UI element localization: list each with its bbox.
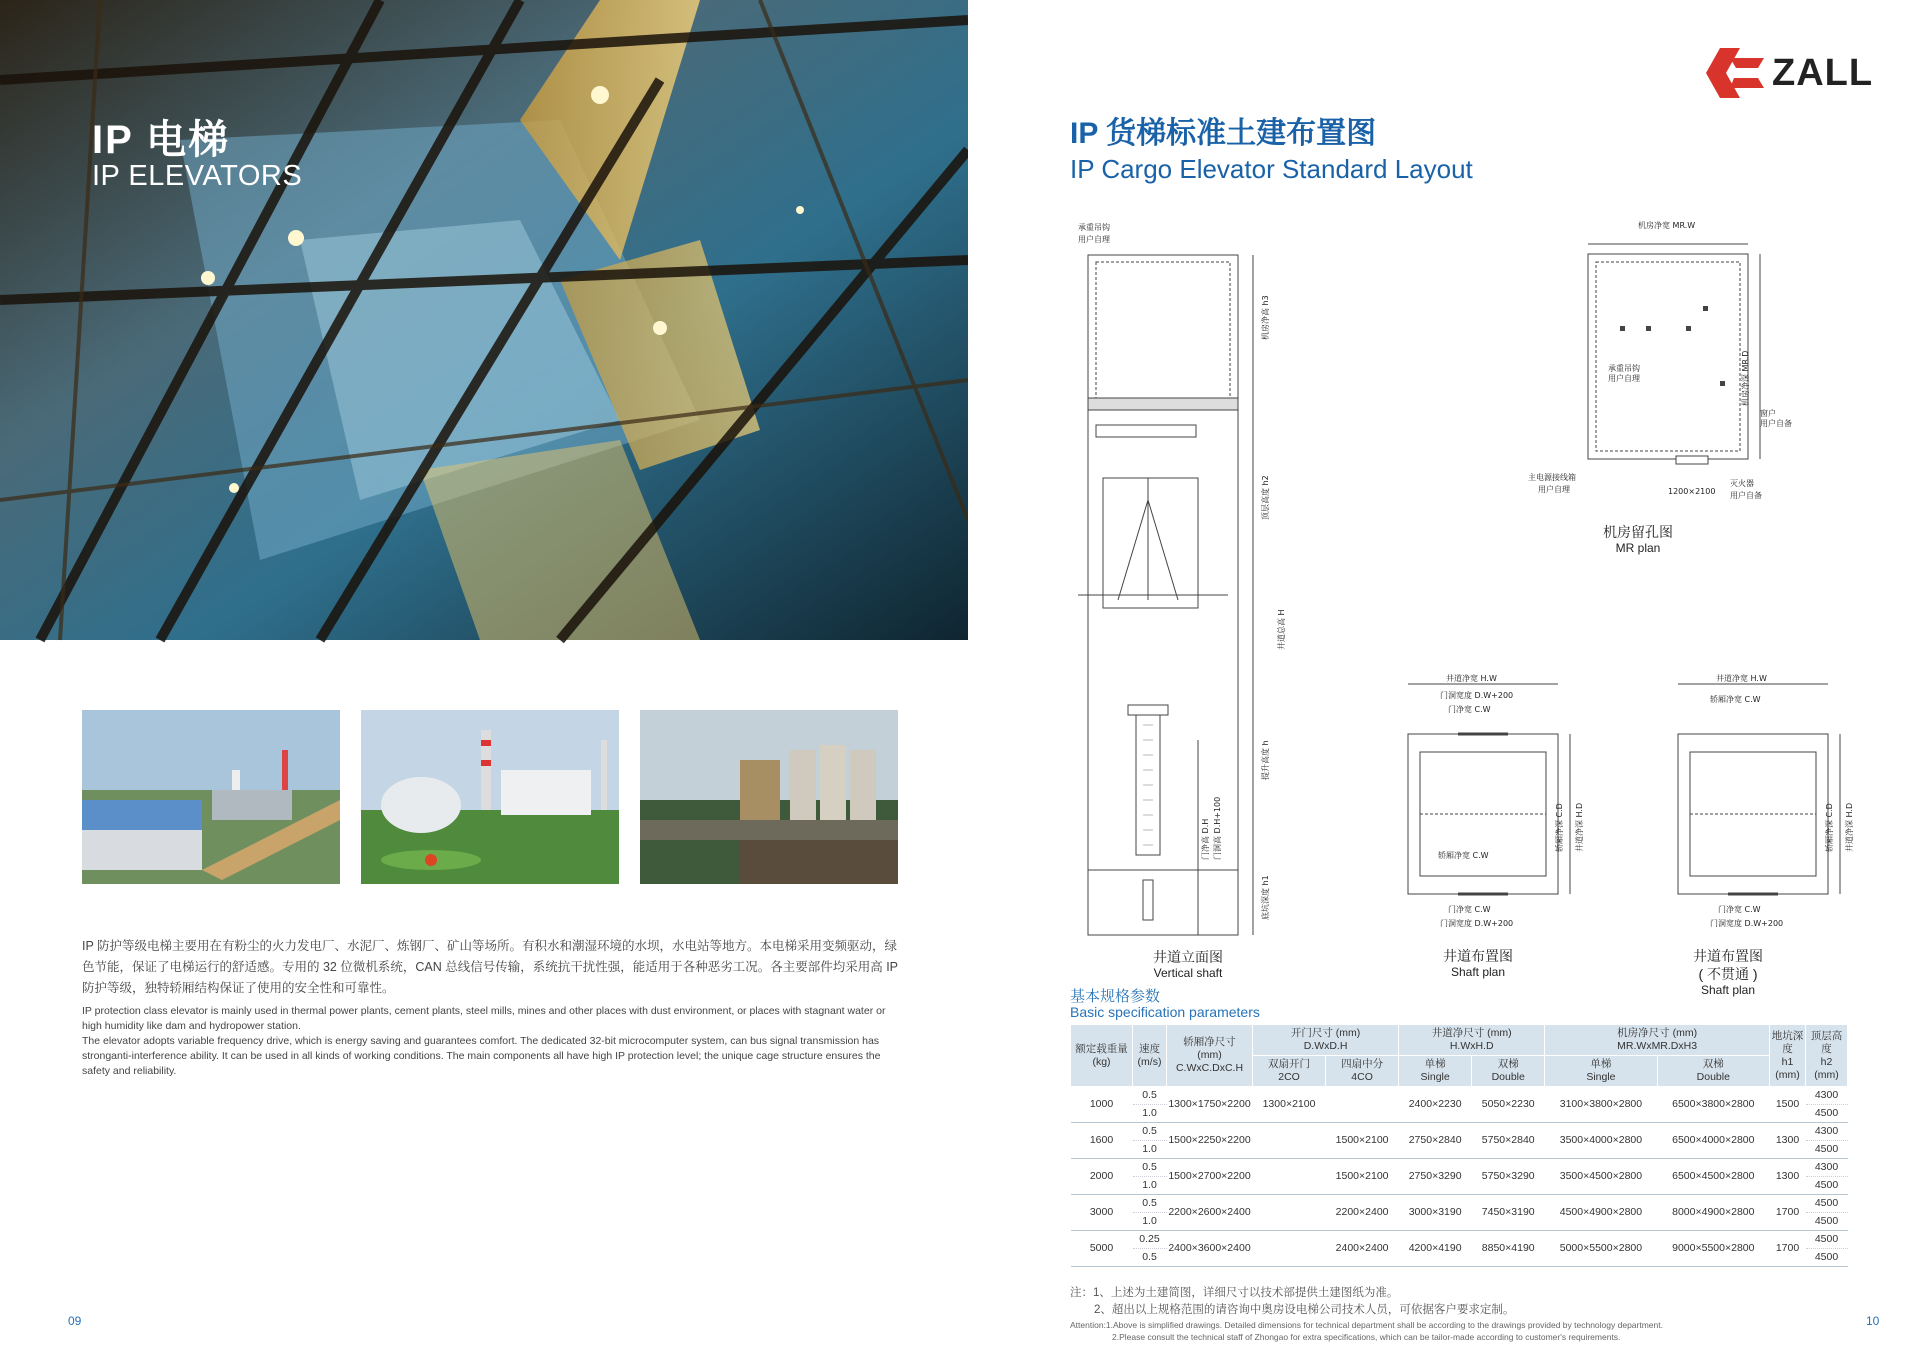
th-door-2co (1253, 1056, 1326, 1087)
zall-logo (1706, 48, 1873, 98)
th-speed (1133, 1025, 1167, 1087)
table-cell: 1500 (1770, 1087, 1806, 1123)
table-row (1071, 1231, 1848, 1249)
th-shaft-double (1472, 1056, 1545, 1087)
th-shaft (1399, 1025, 1545, 1056)
notes-cn (1070, 1285, 1850, 1319)
description-cn: IP 防护等级电梯主要用在有粉尘的火力发电厂、水泥厂、炼钢厂、矿山等场所。有积水和潮湿环境的水坝，水电站等地方。本电梯采用变频驱动，绿色节能，保证了电梯运行的舒适感。专用的 32 位微机系统，CAN 总线信号传输，系统抗干扰性强，能适用于各种恶劣工况。各主要部件均采用高 IP 防护等级，独特轿厢结构保证了使用的安全性和可靠性。 (82, 939, 898, 995)
table-cell: 3100×3800×2800 (1545, 1087, 1657, 1123)
header-text: 开门尺寸 (mm) (1290, 1027, 1361, 1039)
shaft-plan-en: Shaft plan (1450, 965, 1506, 979)
page-title-cn: IP 货梯标准土建布置图 (1070, 117, 1377, 150)
table-cell: 1000 (1071, 1087, 1133, 1123)
header-text: 单梯 (1590, 1058, 1612, 1070)
th-door (1253, 1025, 1399, 1056)
th-top (1806, 1025, 1848, 1087)
th-mr-double (1657, 1056, 1769, 1087)
table-cell: 8850×4190 (1472, 1231, 1545, 1267)
table-cell: 4500×4900×2800 (1545, 1195, 1657, 1231)
label-h: 井道总高 H (1277, 609, 1286, 650)
header-text: (mm) (1814, 1068, 1839, 1081)
header-text: Double (1491, 1071, 1525, 1083)
table-cell: 4500 (1806, 1195, 1848, 1213)
spec-table-body (1071, 1087, 1848, 1267)
mr-plan-cn: 机房留孔图 (1603, 524, 1673, 540)
header-text: h1 (1781, 1055, 1794, 1068)
header-text: 机房净尺寸 (mm) (1617, 1027, 1698, 1039)
table-cell: 2200×2600×2400 (1167, 1195, 1253, 1231)
header-text: (mm) (1775, 1068, 1800, 1081)
table-cell (1326, 1087, 1399, 1123)
table-cell: 1700 (1770, 1195, 1806, 1231)
header-text: Single (1420, 1071, 1450, 1083)
table-cell: 2750×2840 (1399, 1123, 1472, 1159)
hero-image (0, 0, 968, 640)
page-title-en: IP Cargo Elevator Standard Layout (1070, 154, 1473, 184)
header-text: 双扇开门 (1268, 1058, 1311, 1070)
label-power: 主电源接线箱 (1528, 473, 1576, 482)
label-h2: 顶层高度 h2 (1261, 475, 1270, 520)
mr-plan-en: MR plan (1615, 541, 1661, 555)
table-cell (1253, 1195, 1326, 1231)
table-cell: 0.5 (1133, 1195, 1167, 1213)
table-cell: 2400×2230 (1399, 1087, 1472, 1123)
table-cell: 4500 (1806, 1213, 1848, 1231)
table-cell (1253, 1123, 1326, 1159)
elevator-shaft-photo (0, 0, 968, 640)
table-cell: 4500 (1806, 1249, 1848, 1267)
label-h1: 底坑深度 h1 (1261, 875, 1270, 920)
label-mr-door: 1200×2100 (1668, 487, 1716, 496)
table-cell (1253, 1231, 1326, 1267)
label-mr-hook-2: 用户自理 (1608, 374, 1640, 383)
label-shaft-dw-2: 门洞宽度 D.W+200 (1440, 919, 1514, 928)
header-text: 2CO (1278, 1071, 1300, 1083)
label-mr-width: 机房净宽 MR.W (1638, 221, 1696, 230)
vertical-shaft-en: Vertical shaft (1153, 966, 1223, 980)
label-travel: 提升高度 h (1261, 740, 1270, 780)
header-text: 双梯 (1702, 1058, 1724, 1070)
page-number-right: 10 (1866, 1314, 1880, 1328)
shaft-plan-drawing (1398, 672, 1598, 934)
table-cell: 1300 (1770, 1159, 1806, 1195)
shaft-plan-nt-cn-2: ( 不贯通 ) (1698, 966, 1758, 982)
thumbnail-power-plant (82, 710, 340, 884)
table-row (1071, 1123, 1848, 1141)
label-door-h: 门净高 D.H (1201, 818, 1210, 860)
vertical-shaft-drawing (1068, 220, 1308, 960)
table-cell: 1500×2250×2200 (1167, 1123, 1253, 1159)
table-cell: 1.0 (1133, 1177, 1167, 1195)
spec-table (1070, 1024, 1848, 1267)
th-load (1071, 1025, 1133, 1087)
right-page (968, 0, 1920, 1358)
table-cell: 5050×2230 (1472, 1087, 1545, 1123)
header-text: 井道净尺寸 (mm) (1431, 1027, 1512, 1039)
label-power-2: 用户自理 (1538, 485, 1570, 494)
table-row (1071, 1195, 1848, 1213)
shaft-plan-nt-drawing (1668, 672, 1868, 934)
table-cell: 6500×3800×2800 (1657, 1087, 1769, 1123)
table-cell: 5750×3290 (1472, 1159, 1545, 1195)
table-cell: 1.0 (1133, 1105, 1167, 1123)
label-shaft-dw: 门洞宽度 D.W+200 (1440, 691, 1514, 700)
thumbnail-cement-plant (361, 710, 619, 884)
label-shaft-nt-dw-2: 门洞宽度 D.W+200 (1710, 919, 1784, 928)
label-shaft-hd: 井道净深 H.D (1575, 802, 1584, 852)
label-door-h2: 门洞高 D.H+100 (1213, 796, 1222, 860)
label-extinguisher: 灭火器 (1730, 479, 1754, 488)
header-text: (mm) (1197, 1049, 1222, 1061)
header-text: 额定载重量 (1075, 1042, 1128, 1055)
label-mr-hook: 承重吊钩 (1608, 364, 1640, 373)
th-mr-single (1545, 1056, 1657, 1087)
table-cell: 0.5 (1133, 1123, 1167, 1141)
zall-logo-icon (1706, 48, 1764, 98)
table-cell: 4300 (1806, 1087, 1848, 1105)
table-cell: 1300 (1770, 1123, 1806, 1159)
th-mr (1545, 1025, 1770, 1056)
note-2: 2、超出以上规格范围的请咨询中奥房设电梯公司技术人员，可依据客户要求定制。 (1094, 1304, 1515, 1316)
header-text: MR.WxMR.DxH3 (1617, 1040, 1698, 1052)
header-text: h2 (1820, 1055, 1833, 1068)
label-mr-depth: 机房净深 MR.D (1741, 350, 1750, 406)
table-cell: 9000×5500×2800 (1657, 1231, 1769, 1267)
table-cell: 3000 (1071, 1195, 1133, 1231)
table-cell: 4500 (1806, 1231, 1848, 1249)
header-text: 速度 (1139, 1042, 1160, 1055)
table-cell: 7450×3190 (1472, 1195, 1545, 1231)
label-shaft-car-w: 轿厢净宽 C.W (1438, 851, 1489, 860)
note-1: 注：1、上述为土建简图，详细尺寸以技术部提供土建图纸为准。 (1070, 1287, 1399, 1299)
mr-plan-drawing (1528, 216, 1792, 506)
table-cell: 5000 (1071, 1231, 1133, 1267)
table-cell: 1600 (1071, 1123, 1133, 1159)
label-shaft-nt-hd: 井道净深 H.D (1845, 802, 1854, 852)
th-shaft-single (1399, 1056, 1472, 1087)
table-cell: 1500×2100 (1326, 1123, 1399, 1159)
label-window-2: 用户自备 (1760, 419, 1792, 428)
table-cell: 4200×4190 (1399, 1231, 1472, 1267)
header-text: 地坑深度 (1771, 1029, 1804, 1055)
description-en-2: The elevator adopts variable frequency drive, which is energy saving and guarantees comfort. The dedicated 32-bit microcomputer system, can bus signal transmission has stronganti-interference ability. It can be used in all kinds of working conditions. The main components all have high IP protection level; the unique cage structure ensures the safety and reliability. (82, 1035, 881, 1077)
table-cell: 1.0 (1133, 1141, 1167, 1159)
hero-title-en: IP ELEVATORS (92, 160, 303, 192)
table-cell: 3500×4000×2800 (1545, 1123, 1657, 1159)
table-cell: 2200×2400 (1326, 1195, 1399, 1231)
table-cell: 2400×3600×2400 (1167, 1231, 1253, 1267)
table-cell: 2750×3290 (1399, 1159, 1472, 1195)
table-cell: 0.5 (1133, 1087, 1167, 1105)
label-window: 窗户 (1760, 409, 1776, 418)
shaft-plan-cn: 井道布置图 (1443, 948, 1513, 964)
header-text: C.WxC.DxC.H (1175, 1062, 1244, 1074)
attention-1: Attention:1.Above is simplified drawings. Detailed dimensions for technical department shall be according to the drawings provided by technology department. (1070, 1320, 1663, 1330)
header-text: Single (1586, 1071, 1616, 1083)
vertical-shaft-cn: 井道立面图 (1153, 949, 1223, 965)
table-cell: 4500 (1806, 1177, 1848, 1195)
table-cell: 8000×4900×2800 (1657, 1195, 1769, 1231)
logo-text: ZALL (1772, 51, 1874, 94)
table-cell: 0.5 (1133, 1249, 1167, 1267)
label-shaft-car-d: 轿厢净深 C.D (1555, 803, 1564, 852)
table-cell: 1500×2100 (1326, 1159, 1399, 1195)
header-text: 单梯 (1424, 1058, 1446, 1070)
table-cell: 1700 (1770, 1231, 1806, 1267)
table-cell: 5000×5500×2800 (1545, 1231, 1657, 1267)
table-cell: 6500×4500×2800 (1657, 1159, 1769, 1195)
table-cell: 1300×1750×2200 (1167, 1087, 1253, 1123)
header-text: Double (1696, 1071, 1730, 1083)
table-cell: 3500×4500×2800 (1545, 1159, 1657, 1195)
label-shaft-nt-cw: 轿厢净宽 C.W (1710, 695, 1761, 704)
header-text: 双梯 (1497, 1058, 1519, 1070)
label-shaft-nt-cw-2: 门净宽 C.W (1718, 905, 1761, 914)
label-hook: 承重吊钩 (1078, 223, 1110, 232)
header-text: (kg) (1092, 1055, 1111, 1068)
table-cell: 1500×2700×2200 (1167, 1159, 1253, 1195)
table-cell: 4300 (1806, 1123, 1848, 1141)
th-car (1167, 1025, 1253, 1087)
th-door-4co (1326, 1056, 1399, 1087)
table-row (1071, 1087, 1848, 1105)
table-cell: 2000 (1071, 1159, 1133, 1195)
shaft-plan-nt-cn: 井道布置图 (1693, 948, 1763, 964)
table-cell: 4300 (1806, 1159, 1848, 1177)
label-hook-2: 用户自理 (1078, 235, 1110, 244)
description-en-1: IP protection class elevator is mainly used in thermal power plants, cement plants, steel mills, mines and other places with dust environment, or places with stagnant water or high humidity like dam and hydropower station. (82, 1005, 886, 1032)
label-shaft-cw-2: 门净宽 C.W (1448, 905, 1491, 914)
shaft-plan-nt-en: Shaft plan (1700, 983, 1756, 997)
label-shaft-hw: 井道净宽 H.W (1446, 674, 1497, 683)
label-h3: 机房净高 h3 (1261, 295, 1270, 340)
table-cell: 1300×2100 (1253, 1087, 1326, 1123)
table-cell: 5750×2840 (1472, 1123, 1545, 1159)
table-cell: 0.5 (1133, 1159, 1167, 1177)
th-pit (1770, 1025, 1806, 1087)
label-shaft-nt-hw: 井道净宽 H.W (1716, 674, 1767, 683)
table-cell: 4500 (1806, 1141, 1848, 1159)
spec-title-en: Basic specification parameters (1070, 1004, 1260, 1020)
header-text: 四扇中分 (1341, 1058, 1384, 1070)
table-cell (1253, 1159, 1326, 1195)
thumbnail-mine-plant (640, 710, 898, 884)
description-en (82, 1004, 898, 1079)
notes-en (1070, 1319, 1850, 1343)
header-text: H.WxH.D (1449, 1040, 1494, 1052)
page-number-left: 09 (68, 1314, 82, 1328)
label-extinguisher-2: 用户自备 (1730, 491, 1762, 500)
label-shaft-nt-car-d: 轿厢净深 C.D (1825, 803, 1834, 852)
table-cell: 0.25 (1133, 1231, 1167, 1249)
table-cell: 1.0 (1133, 1213, 1167, 1231)
label-shaft-cw: 门净宽 C.W (1448, 705, 1491, 714)
header-text: 4CO (1351, 1071, 1373, 1083)
header-text: D.WxD.H (1303, 1040, 1348, 1052)
header-text: (m/s) (1137, 1055, 1162, 1068)
table-cell: 4500 (1806, 1105, 1848, 1123)
header-text: 轿厢净尺寸 (1183, 1036, 1236, 1048)
attention-2: 2.Please consult the technical staff of Zhongao for extra specifications, which can be tailor-made according to customer's requirements. (1112, 1332, 1621, 1342)
spec-title-cn: 基本规格参数 (1070, 988, 1161, 1005)
hero-title-cn: IP 电梯 (92, 118, 231, 162)
table-cell: 2400×2400 (1326, 1231, 1399, 1267)
table-row (1071, 1159, 1848, 1177)
header-text: 顶层高度 (1810, 1029, 1843, 1055)
table-cell: 6500×4000×2800 (1657, 1123, 1769, 1159)
table-cell: 3000×3190 (1399, 1195, 1472, 1231)
